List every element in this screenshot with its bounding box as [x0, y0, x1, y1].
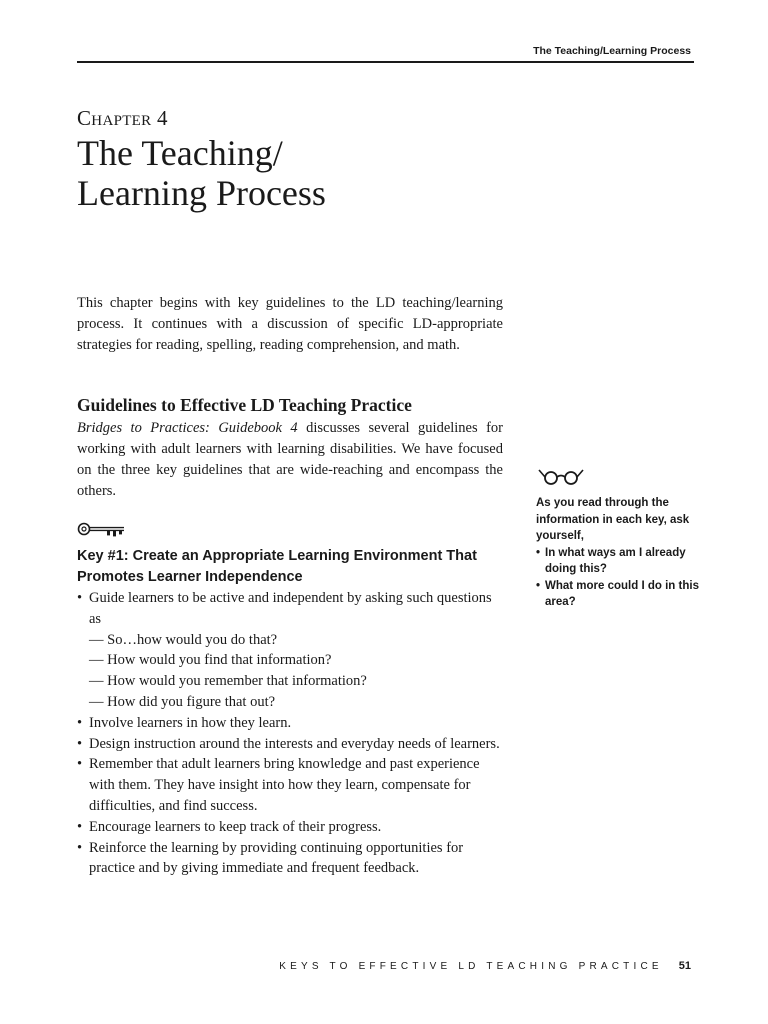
- list-item: • Design instruction around the interests and everyday needs of learners.: [77, 734, 507, 755]
- header-rule: [77, 61, 694, 63]
- guidebook-title: Bridges to Practices: Guidebook 4: [77, 420, 298, 436]
- list-subitem: — How would you remember that information?: [89, 673, 367, 690]
- sidebar-lead: As you read through the information in each key, ask yourself,: [536, 497, 690, 542]
- sidebar-question: • What more could I do in this area?: [536, 578, 706, 611]
- sidebar-question: • In what ways am I already doing this?: [536, 545, 706, 578]
- chapter-title-line1: The Teaching/: [77, 133, 283, 173]
- chapter-label: Chapter 4: [77, 106, 168, 130]
- key-1-guideline-list: [77, 588, 507, 879]
- sidebar-question-list: [536, 545, 706, 611]
- section-body-text: discusses several guidelines for working with adult learners with learning disabilities. We have focused on the three key guidelines that are wide-reaching and encompass the others.: [77, 420, 503, 499]
- key-icon: [77, 520, 127, 543]
- list-item: • Remember that adult learners bring knowledge and past experience with them. They have insight into how they learn, compensate for difficulties, and find success.: [77, 754, 507, 816]
- page-number: 51: [678, 960, 691, 972]
- reflection-sidebar: [536, 495, 706, 611]
- list-item: • Encourage learners to keep track of their progress.: [77, 817, 507, 838]
- list-subitem: — So…how would you do that?: [89, 631, 278, 648]
- page-footer: [279, 960, 691, 972]
- chapter-title-line2: Learning Process: [77, 173, 326, 213]
- intro-paragraph: This chapter begins with key guidelines to the LD teaching/learning process. It continues with a discussion of specific LD-appropriate strategies for reading, spelling, reading comprehension, and math.: [77, 295, 503, 353]
- section-body: [77, 418, 503, 502]
- chapter-title: [77, 133, 497, 213]
- glasses-icon: [537, 466, 585, 491]
- list-item: • Guide learners to be active and independent by asking such questions as: [77, 588, 507, 630]
- section-heading: Guidelines to Effective LD Teaching Practice: [77, 395, 412, 415]
- footer-title: KEYS TO EFFECTIVE LD TEACHING PRACTICE: [279, 961, 663, 972]
- list-subitem: — How would you find that information?: [89, 652, 332, 669]
- list-subitem: — How did you figure that out?: [89, 693, 276, 710]
- key-1-heading: Key #1: Create an Appropriate Learning Environment That Promotes Learner Independence: [77, 548, 477, 585]
- list-item: • Involve learners in how they learn.: [77, 713, 507, 734]
- running-head: The Teaching/Learning Process: [533, 45, 691, 57]
- list-item: • Reinforce the learning by providing continuing opportunities for practice and by giving immediate and frequent feedback.: [77, 838, 507, 880]
